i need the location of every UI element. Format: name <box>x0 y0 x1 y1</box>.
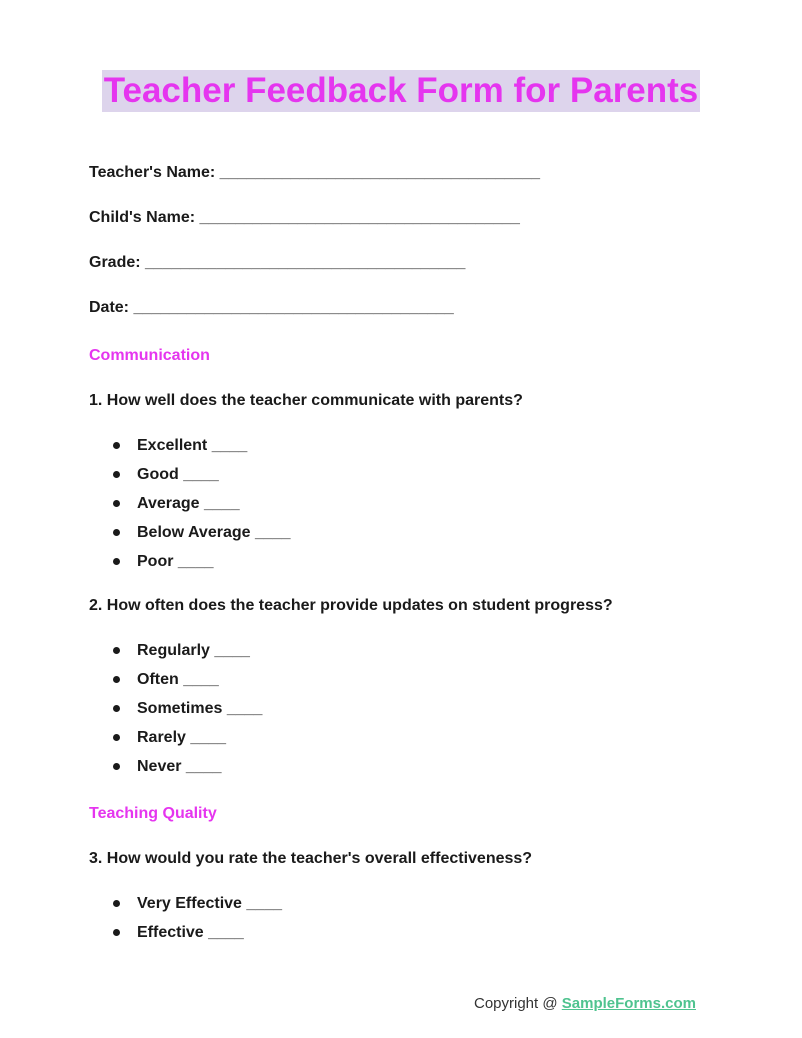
question-2: 2. How often does the teacher provide updates on student progress? <box>89 597 613 614</box>
option-excellent[interactable] <box>110 436 291 465</box>
question-1-options <box>110 436 291 581</box>
date-field[interactable]: Date: ____________________________________ <box>89 299 454 316</box>
option-average[interactable] <box>110 494 291 523</box>
option-often[interactable] <box>110 670 262 699</box>
option-below-average[interactable] <box>110 523 291 552</box>
option-label: Good ____ <box>137 466 219 483</box>
option-label: Excellent ____ <box>137 437 248 454</box>
option-regularly[interactable] <box>110 641 262 670</box>
grade-field[interactable]: Grade: ____________________________________ <box>89 254 466 271</box>
bullet-icon <box>113 763 120 770</box>
child-name-field[interactable]: Child's Name: ____________________________________ <box>89 209 520 226</box>
bullet-icon <box>113 529 120 536</box>
bullet-icon <box>113 734 120 741</box>
bullet-icon <box>113 676 120 683</box>
question-1: 1. How well does the teacher communicate with parents? <box>89 392 523 409</box>
option-label: Sometimes ____ <box>137 700 263 717</box>
teacher-name-field[interactable]: Teacher's Name: ____________________________________ <box>89 164 541 181</box>
bullet-icon <box>113 900 120 907</box>
brand-link[interactable]: SampleForms.com <box>561 995 696 1012</box>
option-label: Very Effective ____ <box>137 895 282 912</box>
bullet-icon <box>113 647 120 654</box>
question-3-options <box>110 894 282 952</box>
option-poor[interactable] <box>110 552 291 581</box>
title-wrapper <box>0 70 802 112</box>
bullet-icon <box>113 558 120 565</box>
option-effective[interactable] <box>110 923 282 952</box>
bullet-icon <box>113 442 120 449</box>
option-label: Below Average ____ <box>137 524 291 541</box>
bullet-icon <box>113 705 120 712</box>
bullet-icon <box>113 471 120 478</box>
bullet-icon <box>113 929 120 936</box>
option-label: Often ____ <box>137 671 219 688</box>
option-good[interactable] <box>110 465 291 494</box>
section-heading-communication: Communication <box>89 347 210 364</box>
option-label: Rarely ____ <box>137 729 226 746</box>
option-label: Poor ____ <box>137 553 214 570</box>
option-sometimes[interactable] <box>110 699 262 728</box>
option-label: Never ____ <box>137 758 222 775</box>
section-heading-teaching-quality: Teaching Quality <box>89 805 217 822</box>
option-label: Regularly ____ <box>137 642 250 659</box>
option-label: Effective ____ <box>137 924 244 941</box>
bullet-icon <box>113 500 120 507</box>
option-label: Average ____ <box>137 495 240 512</box>
page-title: Teacher Feedback Form for Parents <box>103 71 699 110</box>
question-3: 3. How would you rate the teacher's overall effectiveness? <box>89 850 533 867</box>
option-never[interactable] <box>110 757 262 786</box>
copyright-text: Copyright @ <box>474 995 562 1012</box>
option-rarely[interactable] <box>110 728 262 757</box>
question-2-options <box>110 641 262 786</box>
option-very-effective[interactable] <box>110 894 282 923</box>
copyright-footer <box>474 995 696 1012</box>
